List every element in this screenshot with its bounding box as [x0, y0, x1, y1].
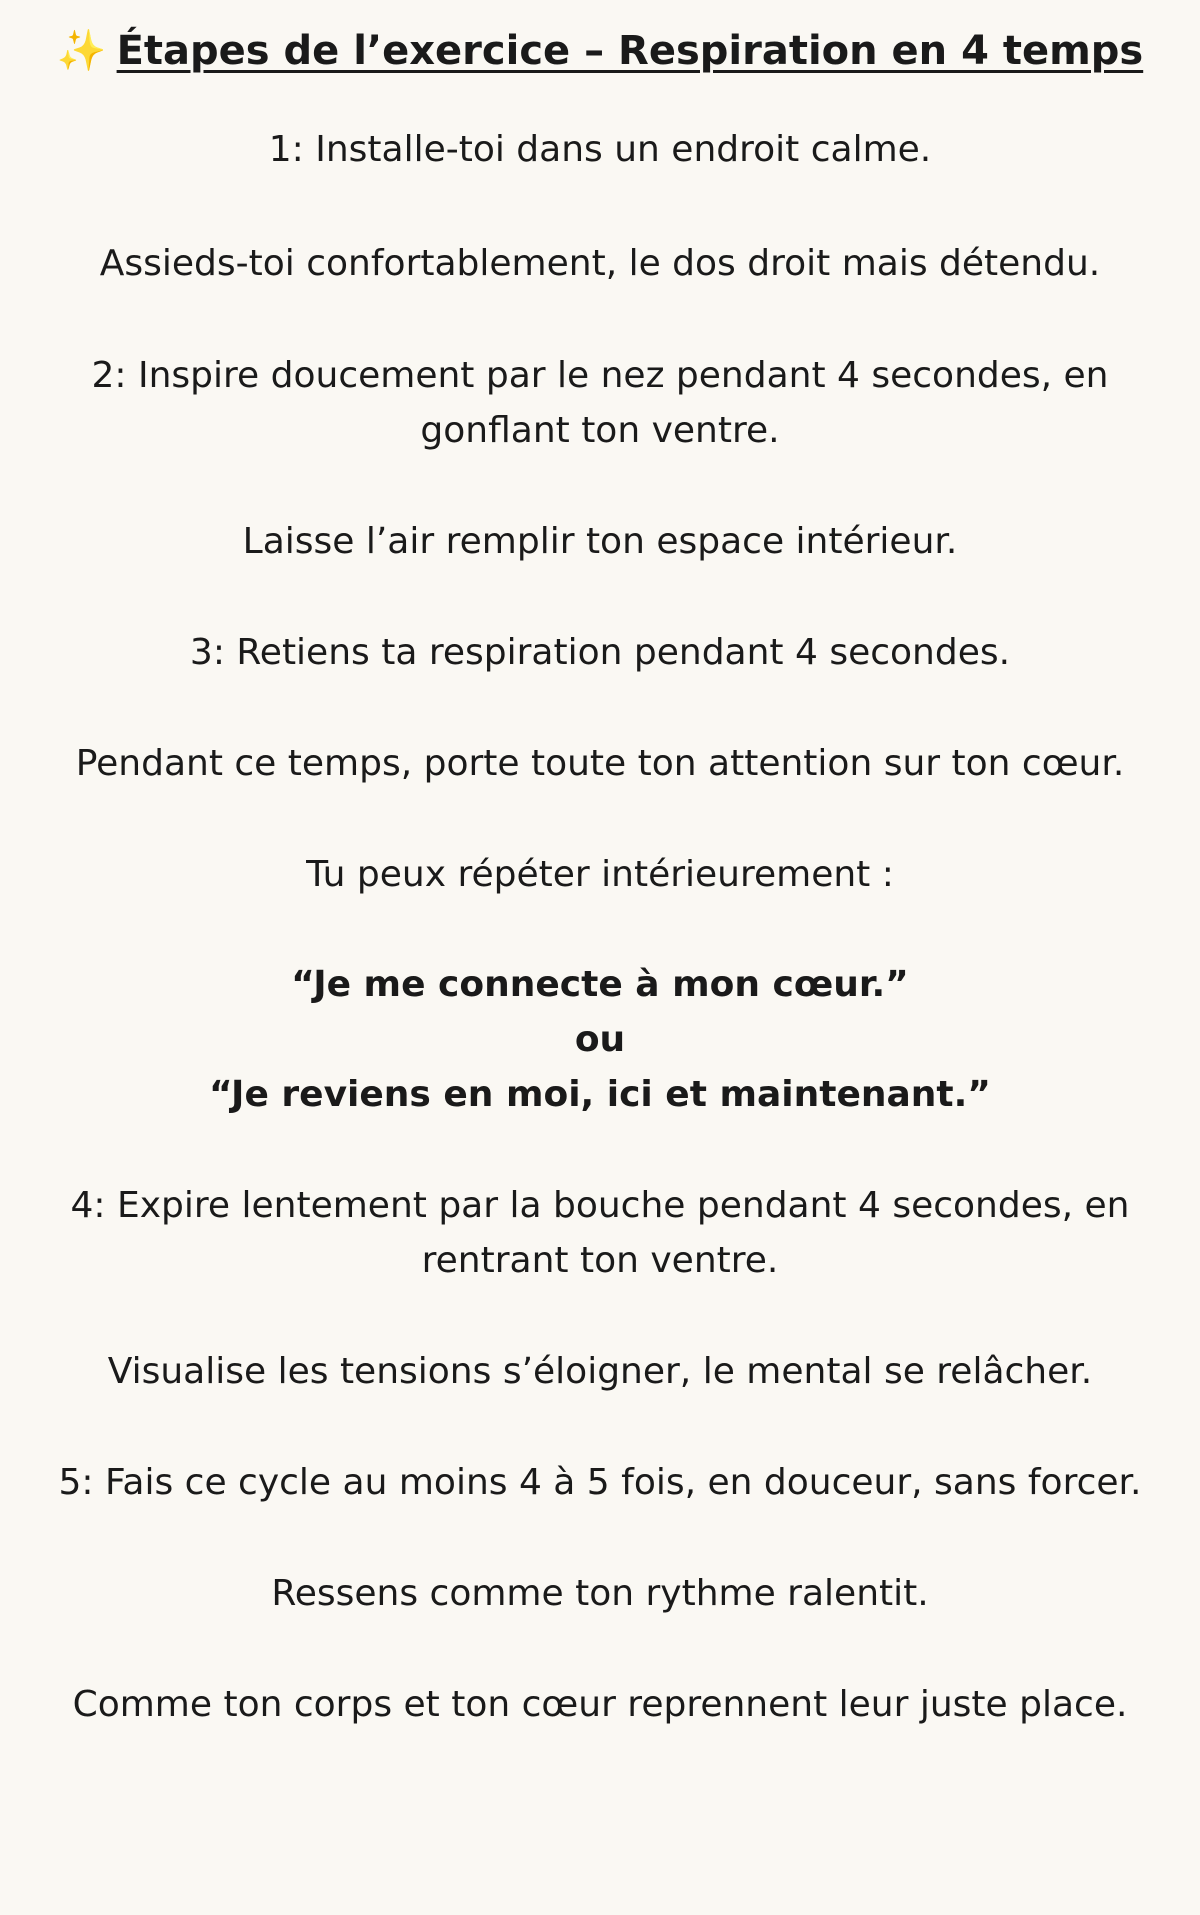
step-2-text-line-1: 2: Inspire doucement par le nez pendant 4 secondes, en [91, 355, 1109, 396]
repeat-instruction: Tu peux répéter intérieurement : [306, 854, 894, 895]
affirmation-2: “Je reviens en moi, ici et maintenant.” [209, 1074, 991, 1115]
affirmation-1: “Je me connecte à mon cœur.” [291, 964, 909, 1005]
affirmation-separator: ou [574, 1019, 626, 1060]
step-1-text: 1: Installe-toi dans un endroit calme. [268, 129, 932, 170]
step-1-detail: Assieds-toi confortablement, le dos droit mais détendu. [99, 243, 1101, 284]
step-5-text: 5: Fais ce cycle au moins 4 à 5 fois, en douceur, sans forcer. [58, 1462, 1142, 1503]
page-title [0, 22, 1200, 80]
step-4-text-line-2: rentrant ton ventre. [421, 1240, 779, 1281]
step-4-detail: Visualise les tensions s’éloigner, le mental se relâcher. [107, 1351, 1093, 1392]
step-2-text-line-2: gonflant ton ventre. [420, 410, 780, 451]
sparkles-icon: ✨ [56, 28, 107, 74]
page-title-text: Étapes de l’exercice – Respiration en 4 temps [116, 28, 1144, 74]
step-5-detail-1: Ressens comme ton rythme ralentit. [271, 1573, 929, 1614]
step-3-text: 3: Retiens ta respiration pendant 4 secondes. [189, 632, 1011, 673]
step-2-detail: Laisse l’air remplir ton espace intérieur. [242, 521, 958, 562]
step-3-detail: Pendant ce temps, porte toute ton attention sur ton cœur. [75, 743, 1125, 784]
step-5-detail-2: Comme ton corps et ton cœur reprennent leur juste place. [72, 1684, 1128, 1725]
step-4-text-line-1: 4: Expire lentement par la bouche pendant 4 secondes, en [70, 1185, 1130, 1226]
